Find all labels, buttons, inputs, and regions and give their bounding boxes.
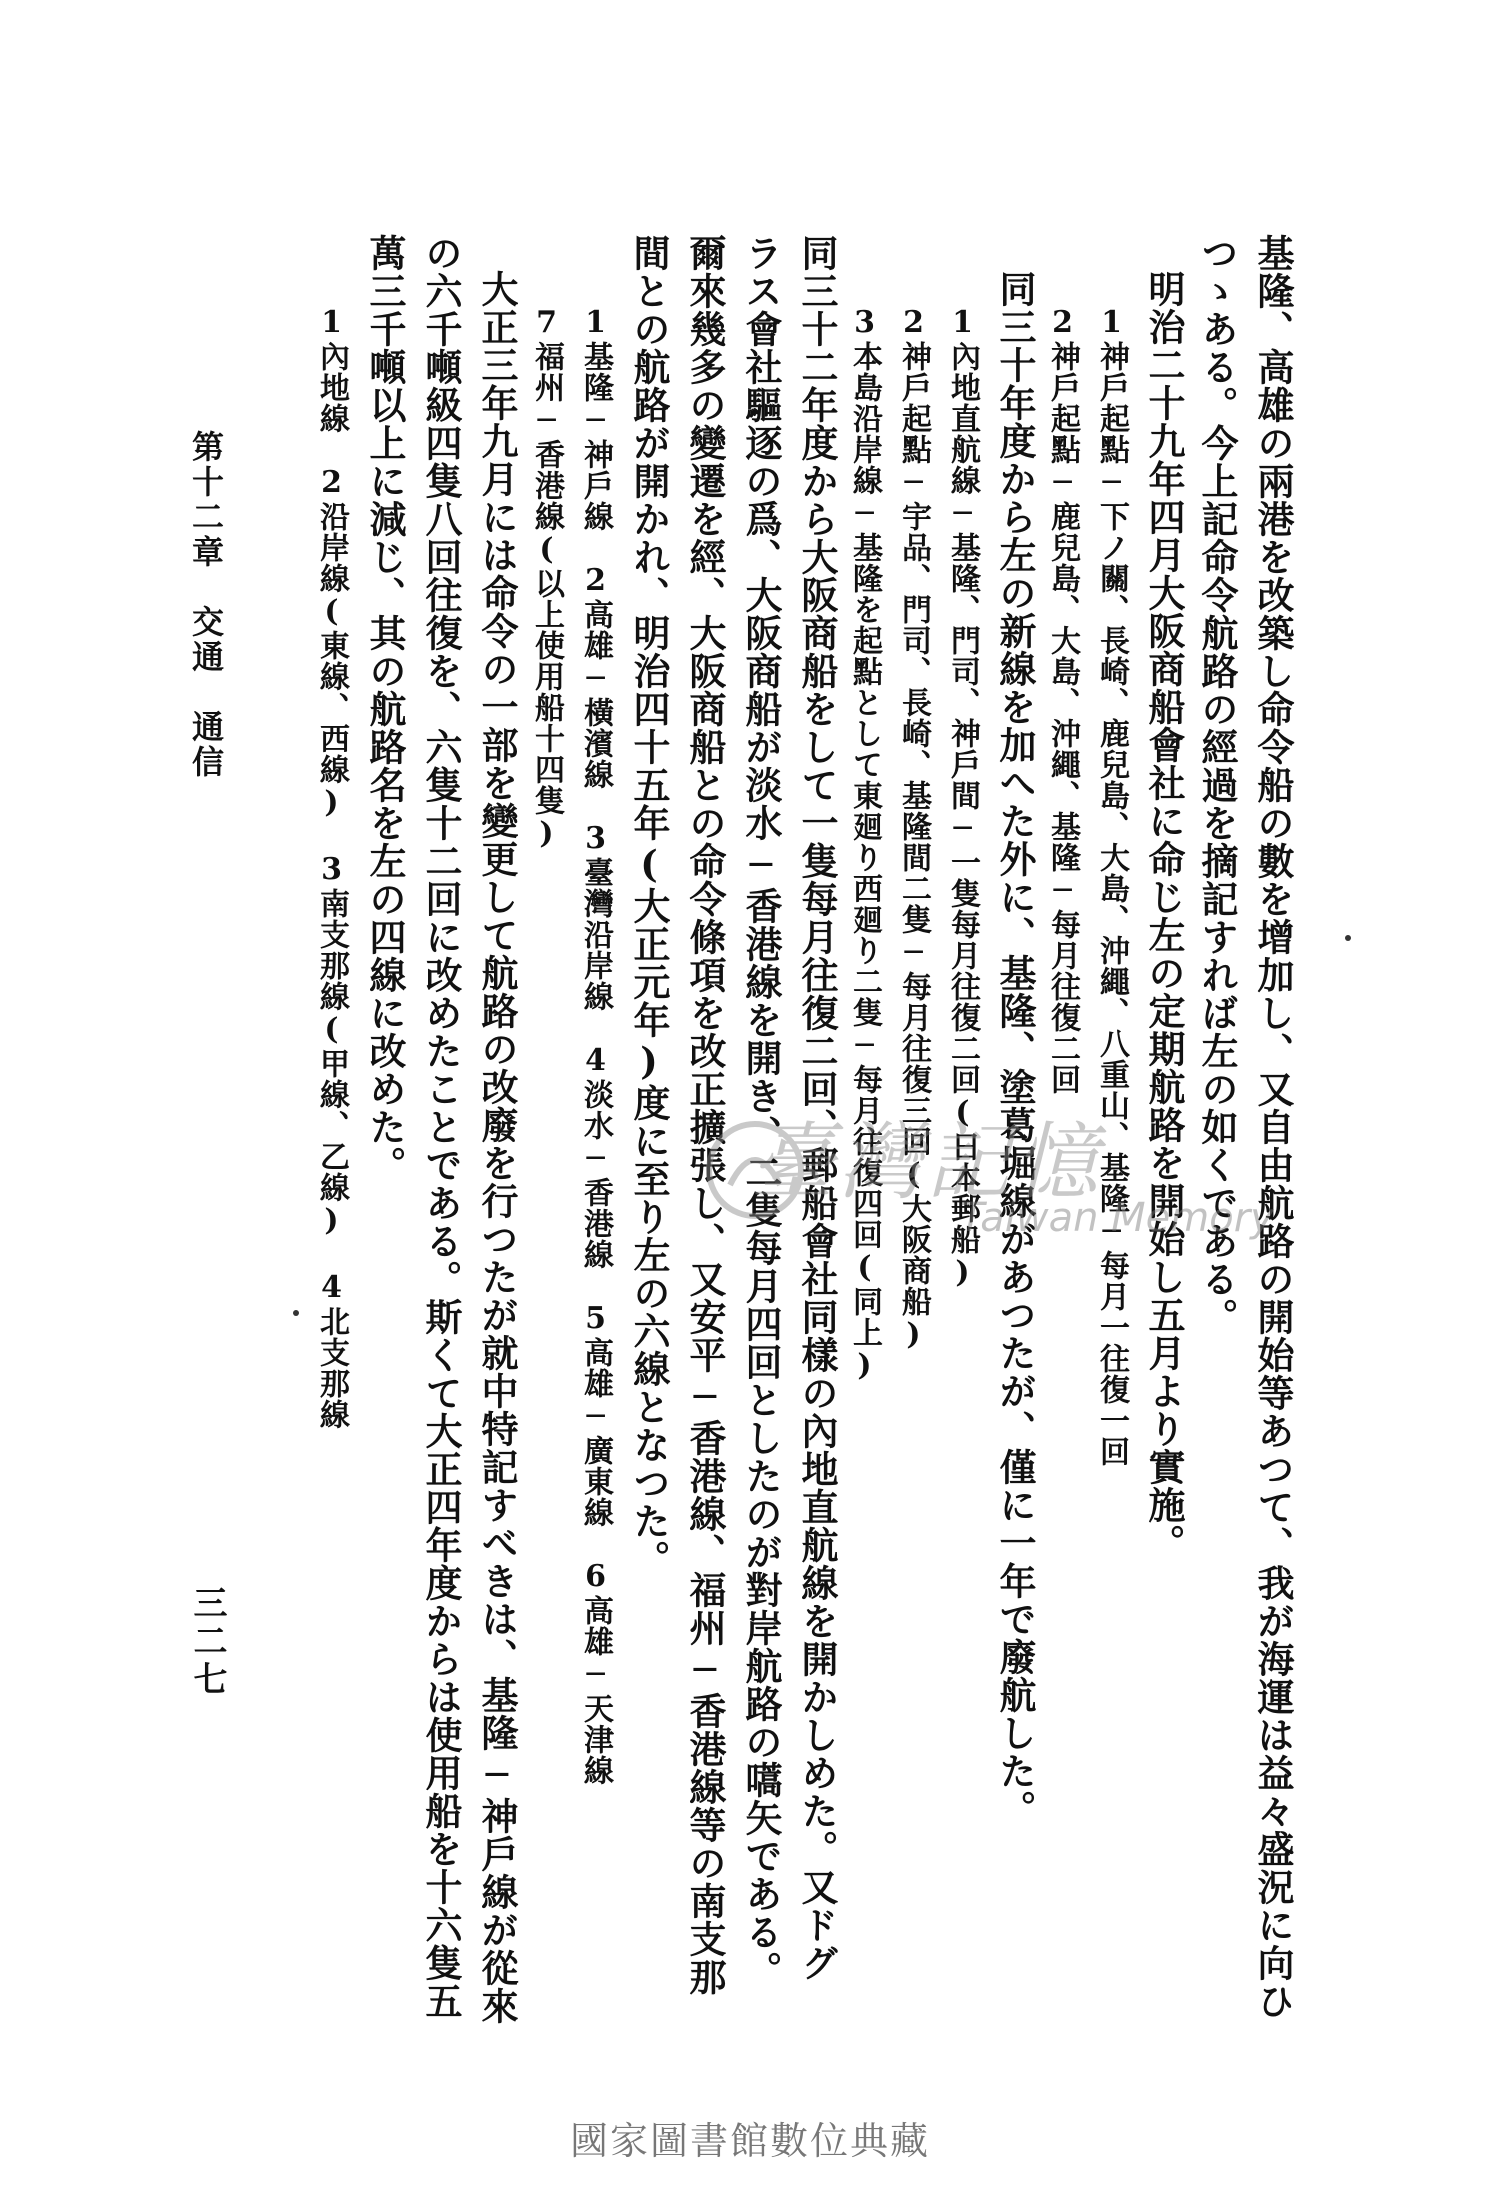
text-column-12: 爾來幾多の變遷を經、大阪商船との命令條項を改正擴張し、又安平─香港線、福州─香港線等の南支那	[683, 234, 727, 1996]
text-column-10: 同三十二年度から大阪商船をして一隻每月往復二回、郵船會社同樣の內地直航線を開かしめた。又ドグ	[795, 234, 839, 1982]
text-column-13: 間との航路が開かれ、明治四十五年(大正元年)度に至り左の六線となつた。	[627, 234, 671, 1578]
text-column-4: 1神戶起點─下ノ關、長崎、鹿兒島、大島、沖繩、八重山、基隆─每月一往復一回	[1094, 305, 1129, 1467]
text-column-2: つゝある。今上記命令航路の經過を摘記すれば左の如くである。	[1195, 234, 1239, 1336]
text-column-16: 大正三年九月には命令の一部を變更して航路の改廢を行つたが就中特記すべきは、基隆─神戶線が從來	[475, 270, 519, 2025]
text-column-5: 2神戶起點─鹿兒島、大島、沖繩、基隆─每月往復二回	[1045, 305, 1080, 1095]
text-column-18: 萬三千噸以上に減じ、其の航路名を左の四線に改めた。	[363, 234, 407, 1184]
taiwan-memory-watermark	[700, 1095, 1274, 1255]
running-header: 第十二章 交通 通信	[187, 430, 225, 780]
watermark-title: 臺灣記憶	[750, 1113, 1103, 1211]
text-column-6: 同三十年度から左の新線を加へた外に、基隆、塗葛堀線があつたが、僅に一年で廢航した。	[993, 270, 1037, 1828]
watermark-subtitle: Taiwan Memory	[960, 1195, 1274, 1241]
library-footer: 國家圖書館數位典藏	[569, 2119, 930, 2163]
text-column-9: 3本島沿岸線─基隆を起點として東廻り西廻り二隻─每月往復四回(同上)	[847, 305, 882, 1384]
text-column-15: 7福州─香港線(以上使用船十四隻)	[529, 305, 564, 852]
text-column-11: ラス會社驅逐の爲、大阪商船が淡水─香港線を開き、二隻每月四回としたのが對岸航路の嚆矢である。	[739, 234, 783, 1989]
print-speck	[1345, 935, 1351, 941]
text-column-1: 基隆、高雄の兩港を改築し命令船の數を增加し、又自由航路の開始等あつて、我が海運は益々盛況に向ひ	[1251, 234, 1295, 2020]
page-number: 三二七	[187, 1585, 227, 1699]
text-column-3: 明治二十九年四月大阪商船會社に命じ左の定期航路を開始し五月より實施。	[1142, 270, 1186, 1562]
text-column-7: 1內地直航線─基隆、門司、神戶間─一隻每月往復二回(日本郵船)	[945, 305, 980, 1291]
print-speck	[293, 1310, 299, 1316]
text-column-14: 1基隆─神戶線 2高雄─橫濱線 3臺灣沿岸線 4淡水─香港線 5高雄─廣東線 6高雄─天津線	[578, 305, 613, 1786]
text-column-8: 2神戶起點─宇品、門司、長崎、基隆間二隻─每月往復三回(大阪商船)	[896, 305, 931, 1353]
text-column-19: 1內地線 2沿岸線(東線、西線) 3南支那線(甲線、乙線) 4北支那線	[314, 305, 349, 1430]
text-column-17: の六千噸級四隻八回往復を、六隻十二回に改めたことである。斯くて大正四年度からは使用船を十六隻五	[419, 234, 463, 2020]
